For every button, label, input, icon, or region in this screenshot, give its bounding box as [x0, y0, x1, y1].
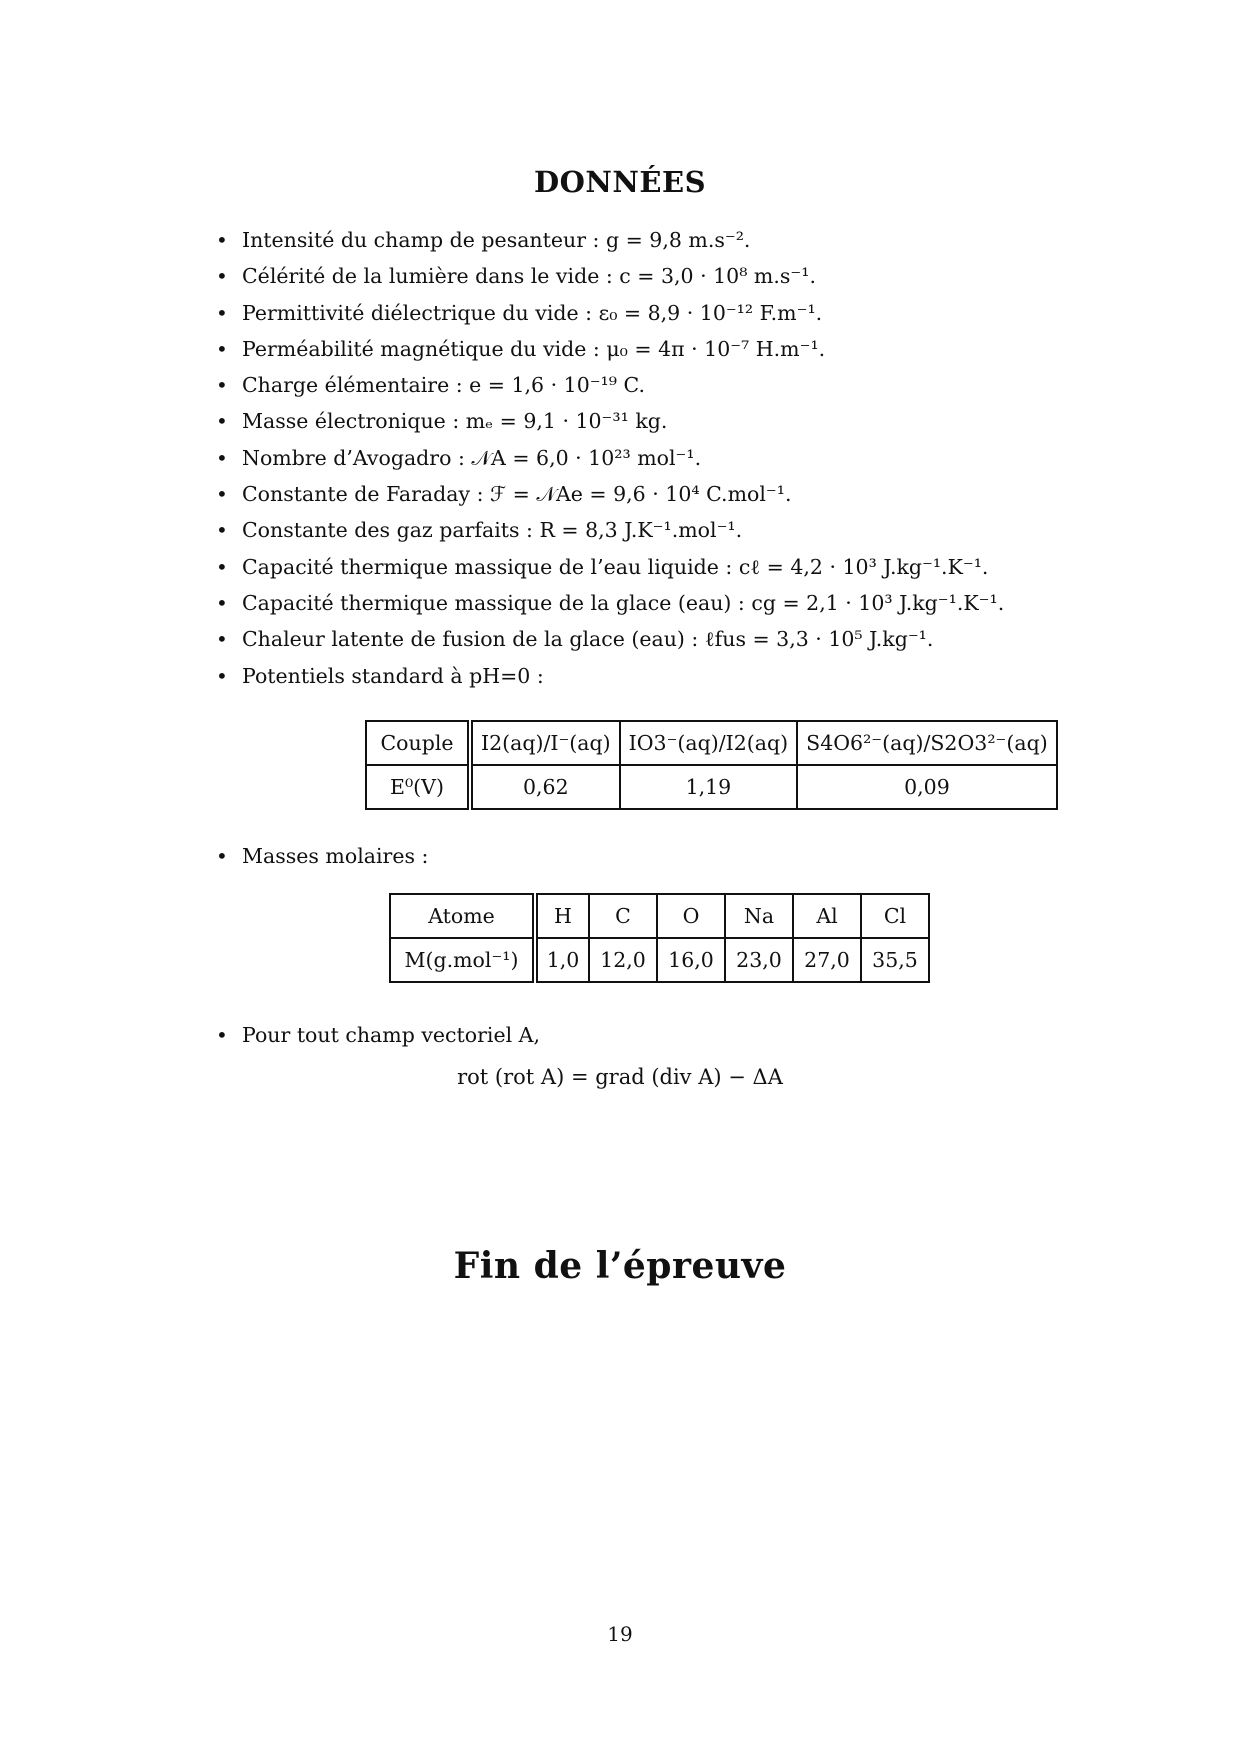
list-item	[212, 549, 1212, 585]
list-item	[212, 476, 1212, 512]
table-cell: I2(aq)/I⁻(aq)	[470, 721, 620, 765]
item-text: Nombre d’Avogadro : 𝒩A = 6,0 · 10²³ mol⁻¹.	[242, 445, 702, 470]
table-cell: 16,0	[657, 938, 725, 982]
table-cell: IO3⁻(aq)/I2(aq)	[620, 721, 798, 765]
list-item	[212, 658, 1212, 694]
item-text: Célérité de la lumière dans le vide : c = 3,0 · 10⁸ m.s⁻¹.	[242, 264, 816, 289]
table-cell: C	[589, 894, 657, 938]
vector-intro	[212, 1017, 540, 1053]
item-text: Masse électronique : mₑ = 9,1 · 10⁻³¹ kg.	[242, 409, 668, 434]
item-text: Pour tout champ vectoriel A,	[242, 1023, 541, 1047]
row-header: E⁰(V)	[366, 765, 470, 809]
item-text: Capacité thermique massique de l’eau liquide : cℓ = 4,2 · 10³ J.kg⁻¹.K⁻¹.	[242, 554, 989, 579]
row-header: Atome	[390, 894, 535, 938]
table-cell: 27,0	[793, 938, 861, 982]
end-title: Fin de l’épreuve	[453, 1245, 787, 1287]
table-cell: 0,62	[470, 765, 620, 809]
table-cell: 12,0	[589, 938, 657, 982]
item-text: Chaleur latente de fusion de la glace (eau) : ℓfus = 3,3 · 10⁵ J.kg⁻¹.	[242, 627, 934, 652]
constants-list	[212, 222, 1212, 694]
table-cell: H	[535, 894, 589, 938]
table-cell: 0,09	[797, 765, 1057, 809]
list-item	[212, 585, 1212, 621]
table-row	[390, 938, 929, 982]
molar-masses-table	[389, 893, 930, 983]
table-cell: 35,5	[861, 938, 929, 982]
table-cell: Cl	[861, 894, 929, 938]
list-item	[212, 403, 1212, 439]
item-text: Capacité thermique massique de la glace (eau) : cg = 2,1 · 10³ J.kg⁻¹.K⁻¹.	[242, 590, 1005, 615]
table-cell: Al	[793, 894, 861, 938]
page-number: 19	[607, 1622, 633, 1646]
row-header: M(g.mol⁻¹)	[390, 938, 535, 982]
vector-identity-formula: rot (rot A) = grad (div A) − ΔA	[457, 1065, 783, 1089]
list-item	[212, 512, 1212, 548]
table-cell: S4O6²⁻(aq)/S2O3²⁻(aq)	[797, 721, 1057, 765]
item-text: Perméabilité magnétique du vide : μ₀ = 4π · 10⁻⁷ H.m⁻¹.	[242, 336, 826, 361]
table-cell: 1,19	[620, 765, 798, 809]
table-row	[366, 765, 1057, 809]
list-item	[212, 440, 1212, 476]
item-text: Potentiels standard à pH=0 :	[242, 663, 544, 688]
list-item	[212, 331, 1212, 367]
item-text: Constante des gaz parfaits : R = 8,3 J.K⁻¹.mol⁻¹.	[242, 518, 743, 543]
table-cell: O	[657, 894, 725, 938]
row-header: Couple	[366, 721, 470, 765]
table-cell: Na	[725, 894, 793, 938]
table-cell: 23,0	[725, 938, 793, 982]
item-text: Charge élémentaire : e = 1,6 · 10⁻¹⁹ C.	[242, 373, 645, 398]
potentials-table	[365, 720, 1058, 810]
molar-masses-label	[212, 838, 428, 874]
list-item	[212, 258, 1212, 294]
item-text: Masses molaires :	[242, 844, 429, 868]
item-text: Constante de Faraday : ℱ = 𝒩Ae = 9,6 · 10⁴ C.mol⁻¹.	[242, 482, 792, 507]
table-row	[366, 721, 1057, 765]
item-text: Permittivité diélectrique du vide : ε₀ = 8,9 · 10⁻¹² F.m⁻¹.	[242, 300, 823, 325]
item-text: Intensité du champ de pesanteur : g = 9,8 m.s⁻².	[242, 228, 751, 252]
list-item	[212, 367, 1212, 403]
list-item	[212, 222, 1212, 258]
list-item	[212, 295, 1212, 331]
page-title: DONNÉES	[533, 165, 707, 199]
table-row	[390, 894, 929, 938]
table-cell: 1,0	[535, 938, 589, 982]
list-item	[212, 621, 1212, 657]
